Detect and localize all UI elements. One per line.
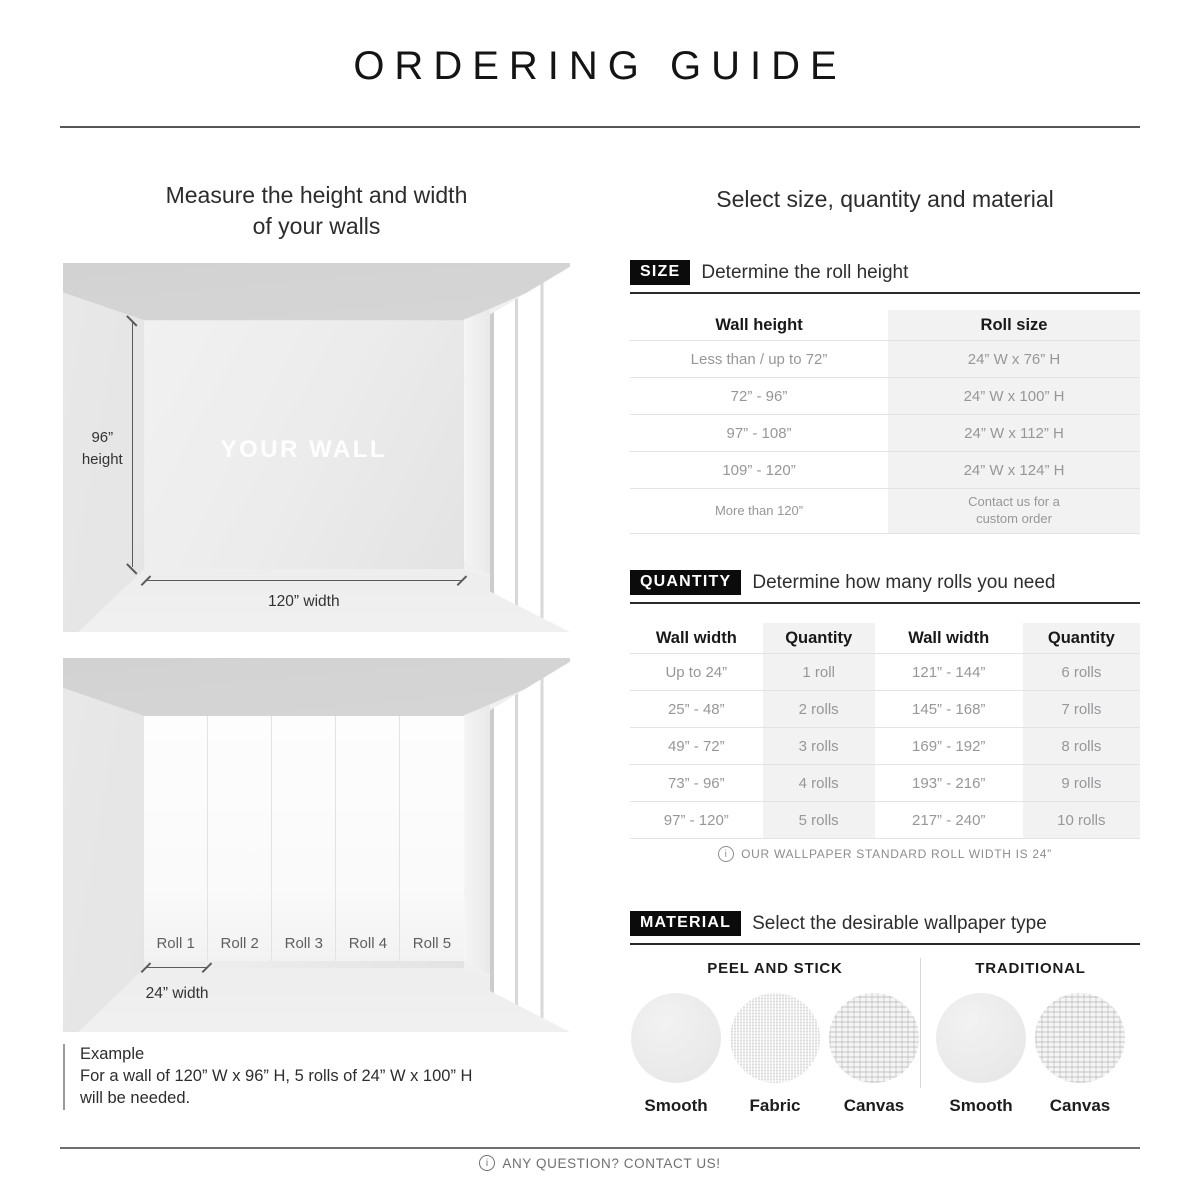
material-groups [630, 952, 1140, 1116]
roll-panel [400, 716, 463, 961]
smooth-texture-icon [936, 993, 1026, 1083]
material-group-title: PEEL AND STICK [707, 960, 843, 977]
swatch-smooth [630, 993, 722, 1116]
wall-width-cell: 25” - 48” [667, 700, 725, 718]
material-group-peel-and-stick [630, 952, 920, 1116]
example-title: Example [80, 1045, 145, 1063]
roll-panel [208, 716, 272, 961]
quantity-cell: 3 rolls [763, 728, 875, 764]
wall-width-cell: 193” - 216” [912, 774, 986, 792]
quantity-table [630, 623, 1140, 839]
roll-panels [144, 716, 463, 961]
wall-width-cell: 169” - 192” [912, 737, 986, 755]
table-row [630, 489, 1140, 534]
quantity-cell: 6 rolls [1023, 654, 1140, 690]
table-row [630, 341, 1140, 378]
swatch-row [935, 993, 1126, 1116]
fabric-texture-icon [730, 993, 820, 1083]
column-header-quantity: Quantity [1023, 623, 1140, 653]
contact-us-note[interactable] [0, 1155, 1200, 1171]
roll-label: Roll 4 [348, 935, 388, 953]
wall-width-cell: 145” - 168” [912, 700, 986, 718]
table-row [630, 728, 1140, 765]
top-divider [60, 126, 1140, 128]
swatch-label: Smooth [644, 1096, 708, 1115]
roll-size-cell: 24” W x 76” H [888, 341, 1140, 377]
table-row [630, 765, 1140, 802]
quantity-badge: QUANTITY [630, 570, 741, 595]
quantity-cell: 5 rolls [763, 802, 875, 838]
wall-height-cell: 97” - 108” [726, 424, 792, 442]
roll-panel [144, 716, 208, 961]
wall-width-cell: 121” - 144” [912, 663, 986, 681]
swatch-label: Smooth [949, 1096, 1013, 1115]
roll-label: Roll 1 [156, 935, 195, 953]
size-table-header [630, 310, 1140, 341]
roll-size-cell: 24” W x 100” H [888, 378, 1140, 414]
table-row [630, 691, 1140, 728]
wall-height-cell: 72” - 96” [730, 387, 788, 405]
roll-panel [336, 716, 400, 961]
swatch-label: Fabric [749, 1096, 801, 1115]
swatch-row [630, 993, 920, 1116]
swatch-label: Canvas [843, 1096, 905, 1115]
size-table [630, 310, 1140, 534]
wall-height-cell: More than 120” [714, 502, 804, 518]
swatch-canvas [828, 993, 920, 1116]
quantity-cell: 7 rolls [1023, 691, 1140, 727]
info-icon: i [718, 846, 734, 862]
table-row [630, 654, 1140, 691]
room-illustration-rolls [63, 658, 570, 1032]
example-note [63, 1044, 560, 1110]
height-label [71, 427, 134, 471]
height-value: 96” [91, 429, 114, 447]
size-section-header [630, 260, 1140, 294]
size-badge: SIZE [630, 260, 690, 285]
left-heading-line1: Measure the height and width [165, 182, 468, 208]
table-row [630, 378, 1140, 415]
roll-size-cell: 24” W x 124” H [888, 452, 1140, 488]
quantity-cell: 2 rolls [763, 691, 875, 727]
roll-width-note [630, 846, 1140, 862]
contact-us-text: ANY QUESTION? CONTACT US! [502, 1155, 721, 1171]
material-heading: Select the desirable wallpaper type [752, 912, 1047, 934]
your-wall-label: YOUR WALL [220, 436, 388, 464]
swatch-label: Canvas [1049, 1096, 1111, 1115]
left-column-heading [63, 180, 570, 241]
quantity-heading: Determine how many rolls you need [752, 571, 1056, 593]
right-column-heading: Select size, quantity and material [716, 186, 1054, 212]
material-group-title: TRADITIONAL [975, 960, 1086, 977]
footer-divider [60, 1147, 1140, 1149]
material-section-header [630, 911, 1140, 945]
canvas-texture-icon [1035, 993, 1125, 1083]
material-badge: MATERIAL [630, 911, 741, 936]
quantity-cell: 1 roll [763, 654, 875, 690]
quantity-cell: 8 rolls [1023, 728, 1140, 764]
swatch-canvas [1034, 993, 1126, 1116]
window-pillar [464, 309, 490, 575]
wall-width-cell: Up to 24” [665, 663, 728, 681]
swatch-fabric [729, 993, 821, 1116]
column-header-wall-width: Wall width [908, 628, 990, 647]
example-line2: will be needed. [80, 1088, 191, 1107]
column-header-quantity: Quantity [763, 623, 875, 653]
table-row [630, 452, 1140, 489]
window-pillar [464, 705, 490, 974]
wall-width-cell: 97” - 120” [663, 811, 729, 829]
window [490, 658, 570, 1032]
roll-width-dimension-line [145, 967, 207, 969]
size-heading: Determine the roll height [701, 261, 909, 283]
info-icon: i [479, 1155, 495, 1171]
room-illustration-measure [63, 263, 570, 632]
wall-width-cell: 73” - 96” [667, 774, 725, 792]
wall-height-cell: 109” - 120” [722, 461, 796, 479]
roll-width-note-text: OUR WALLPAPER STANDARD ROLL WIDTH IS 24” [741, 847, 1052, 861]
column-header-wall-width: Wall width [655, 628, 737, 647]
left-heading-line2: of your walls [252, 212, 381, 239]
roll-label: Roll 5 [412, 935, 452, 953]
quantity-section-header [630, 570, 1140, 604]
width-label: 120” width [268, 593, 340, 611]
smooth-texture-icon [631, 993, 721, 1083]
roll-size-cell: 24” W x 112” H [888, 415, 1140, 451]
height-word: height [81, 450, 123, 468]
example-line1: For a wall of 120” W x 96” H, 5 rolls of 24” W x 100” H [80, 1066, 473, 1085]
table-row [630, 802, 1140, 839]
table-row [630, 415, 1140, 452]
window [490, 263, 570, 632]
material-group-traditional [921, 952, 1140, 1116]
column-header-roll-size: Roll size [888, 310, 1140, 340]
roll-label: Roll 2 [220, 935, 259, 953]
roll-label: Roll 3 [284, 935, 323, 953]
quantity-cell: 4 rolls [763, 765, 875, 801]
canvas-texture-icon [829, 993, 919, 1083]
roll-width-label: 24” width [145, 985, 209, 1003]
column-header-wall-height: Wall height [715, 315, 803, 334]
wall-width-cell: 49” - 72” [667, 737, 725, 755]
wall-height-cell: Less than / up to 72” [690, 350, 828, 368]
page-title: ORDERING GUIDE [353, 44, 847, 88]
quantity-cell: 9 rolls [1023, 765, 1140, 801]
roll-size-cell: Contact us for a custom order [888, 489, 1140, 533]
width-dimension-line [145, 580, 462, 582]
roll-panel [272, 716, 336, 961]
quantity-table-header [630, 623, 1140, 654]
quantity-cell: 10 rolls [1023, 802, 1140, 838]
wall-width-cell: 217” - 240” [912, 811, 986, 829]
swatch-smooth [935, 993, 1027, 1116]
